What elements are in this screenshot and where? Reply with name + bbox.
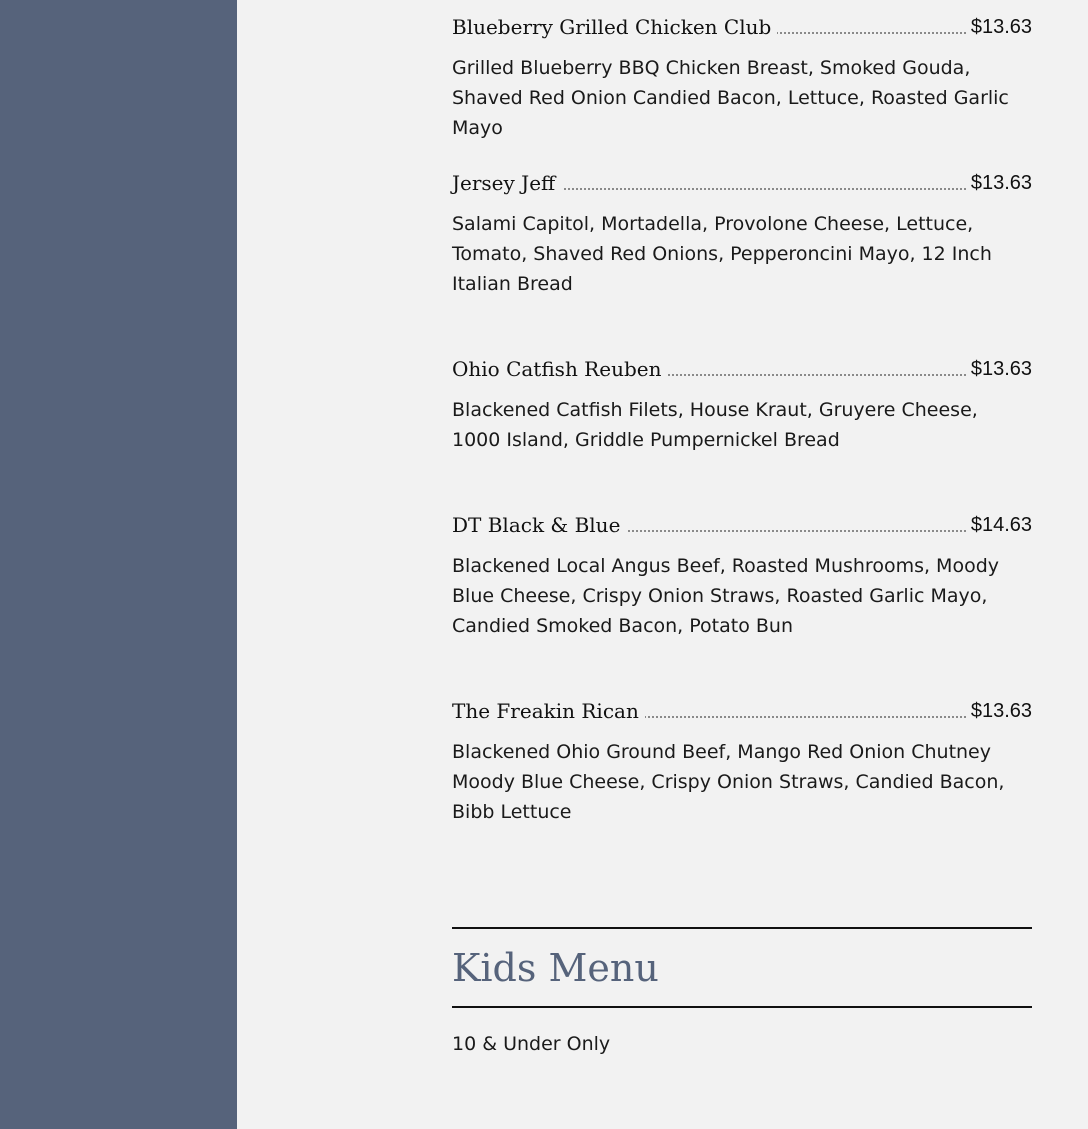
menu-item <box>452 156 1032 295</box>
menu-item <box>452 0 1032 139</box>
menu-item-header <box>452 684 1032 723</box>
menu-item-description: Blackened Ohio Ground Beef, Mango Red Onion Chutney Moody Blue Cheese, Crispy Onion Straws, Candied Bacon, Bibb Lettuce <box>452 741 1005 823</box>
menu-item-header <box>452 156 1032 195</box>
section-divider-top <box>452 927 1032 929</box>
menu-item-name: The Freakin Rican <box>452 696 645 726</box>
menu-item-header <box>452 342 1032 381</box>
menu-item-name: DT Black & Blue <box>452 510 626 540</box>
menu-item-header <box>452 498 1032 537</box>
menu-item-price: $13.63 <box>967 696 1032 726</box>
menu-item-name: Jersey Jeff <box>452 168 561 198</box>
dotted-leader <box>612 530 966 532</box>
menu-item-price: $14.63 <box>967 510 1032 540</box>
left-sidebar-panel <box>0 0 237 1129</box>
menu-item-description: Blackened Local Angus Beef, Roasted Mushrooms, Moody Blue Cheese, Crispy Onion Straws, Roasted Garlic Mayo, Candied Smoked Bacon, Potato Bun <box>452 555 1000 637</box>
section-divider-bottom <box>452 1006 1032 1008</box>
menu-item-name: Blueberry Grilled Chicken Club <box>452 12 777 42</box>
menu-item <box>452 498 1032 637</box>
menu-item-price: $13.63 <box>967 12 1032 42</box>
menu-item-header <box>452 0 1032 39</box>
menu-item-description: Blackened Catfish Filets, House Kraut, Gruyere Cheese, 1000 Island, Griddle Pumpernickel Bread <box>452 399 978 451</box>
menu-item <box>452 342 1032 451</box>
section-note: 10 & Under Only <box>452 1033 611 1055</box>
menu-item-name: Ohio Catfish Reuben <box>452 354 667 384</box>
dotted-leader <box>564 188 966 190</box>
dotted-leader <box>652 374 966 376</box>
menu-item <box>452 684 1032 823</box>
menu-item-description: Salami Capitol, Mortadella, Provolone Cheese, Lettuce, Tomato, Shaved Red Onions, Pepperoncini Mayo, 12 Inch Italian Bread <box>452 213 992 295</box>
menu-item-description: Grilled Blueberry BBQ Chicken Breast, Smoked Gouda, Shaved Red Onion Candied Bacon, Lettuce, Roasted Garlic Mayo <box>452 57 1009 139</box>
dotted-leader <box>636 716 966 718</box>
menu-item-price: $13.63 <box>967 354 1032 384</box>
section-title: Kids Menu <box>452 946 659 990</box>
dotted-leader <box>752 32 966 34</box>
menu-item-price: $13.63 <box>967 168 1032 198</box>
